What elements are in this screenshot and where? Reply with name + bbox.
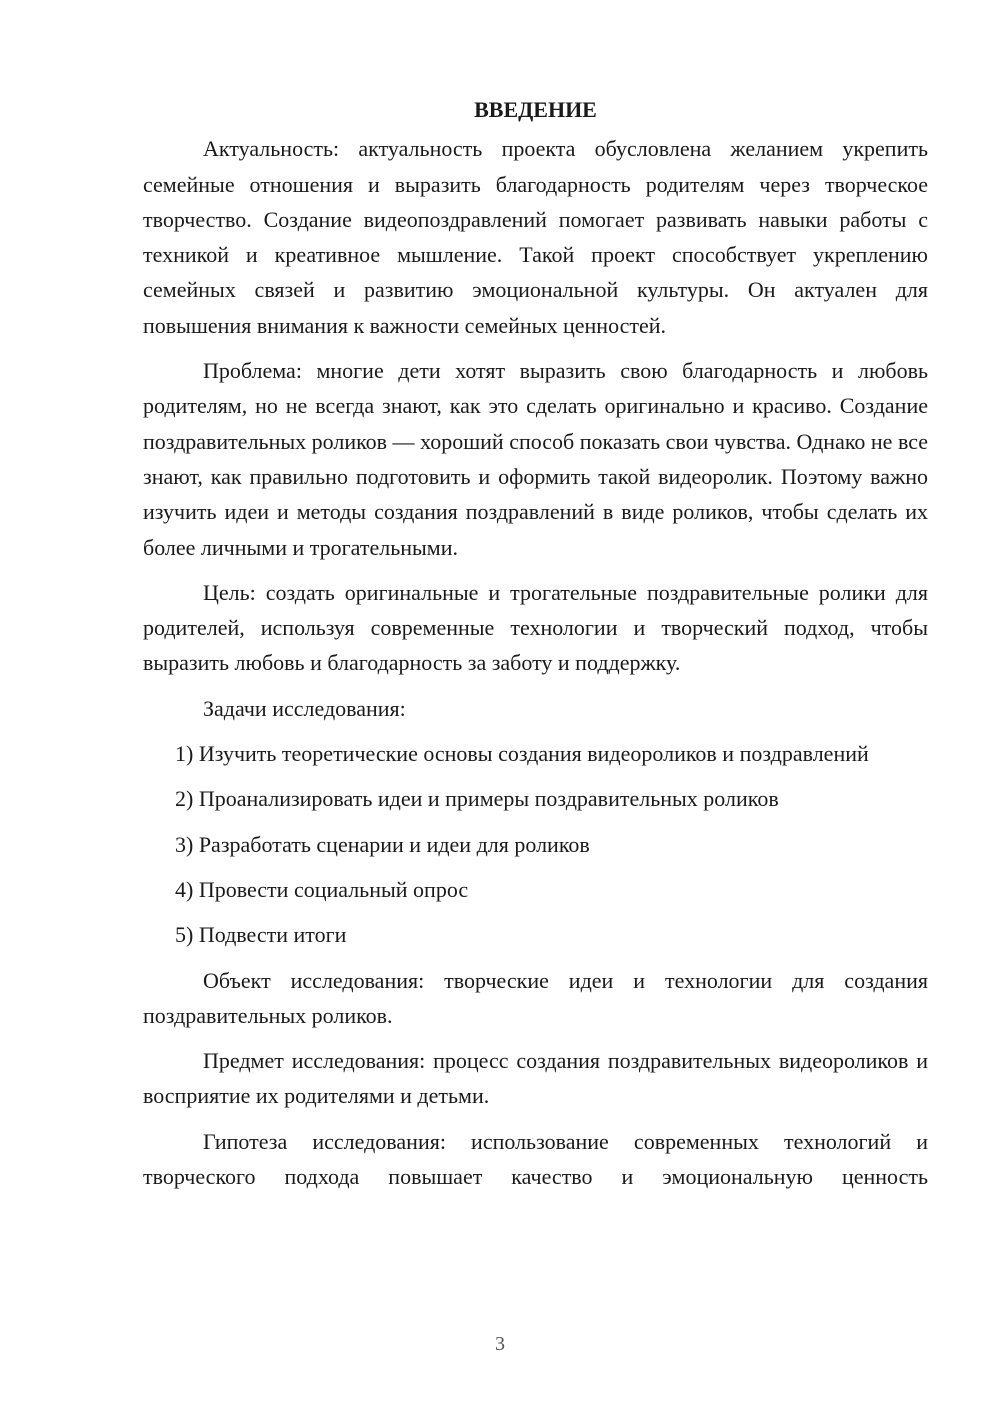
task-item-2: 2) Проанализировать идеи и примеры поздравительных роликов bbox=[175, 786, 779, 812]
section-title: ВВЕДЕНИЕ bbox=[474, 97, 597, 122]
document-body bbox=[143, 92, 928, 1194]
task-item-1: 1) Изучить теоретические основы создания видеороликов и поздравлений bbox=[175, 741, 869, 767]
paragraph-object: Объект исследования: творческие идеи и технологии для создания поздравительных роликов. bbox=[143, 967, 928, 1028]
paragraph-goal: Цель: создать оригинальные и трогательные поздравительные ролики для родителей, используя современные технологии и творческий подход, чтобы выразить любовь и благодарность за заботу и поддержку. bbox=[143, 579, 928, 676]
paragraph-hypothesis: Гипотеза исследования: использование современных технологий и творческого подхода повышает качество и эмоциональную ценность bbox=[143, 1128, 928, 1190]
paragraph-problem: Проблема: многие дети хотят выразить свою благодарность и любовь родителям, но не всегда знают, как это сделать оригинально и красиво. Создание поздравительных роликов — хороший способ показать свои чувства. Однако не все знают, как правильно подготовить и оформить такой видеоролик. Поэтому важно изучить идеи и методы создания поздравлений в виде роликов, чтобы сделать их более личными и трогательными. bbox=[143, 358, 929, 560]
page-number: 3 bbox=[495, 1333, 505, 1355]
task-item-4: 4) Провести социальный опрос bbox=[175, 876, 469, 902]
paragraph-relevance: Актуальность: актуальность проекта обусловлена желанием укрепить семейные отношения и выразить благодарность родителям через творческое творчество. Создание видеопоздравлений помогает развивать навыки работы с техникой и креативное мышление. Такой проект способствует укреплению семейных связей и развитию эмоциональной культуры. Он актуален для повышения внимания к важности семейных ценностей. bbox=[143, 136, 928, 338]
paragraph-tasks-heading: Задачи исследования: bbox=[203, 695, 406, 721]
task-item-3: 3) Разработать сценарии и идеи для роликов bbox=[175, 831, 590, 857]
paragraph-subject: Предмет исследования: процесс создания поздравительных видеороликов и восприятие их родителями и детьми. bbox=[143, 1048, 928, 1109]
task-item-5: 5) Подвести итоги bbox=[175, 922, 347, 948]
